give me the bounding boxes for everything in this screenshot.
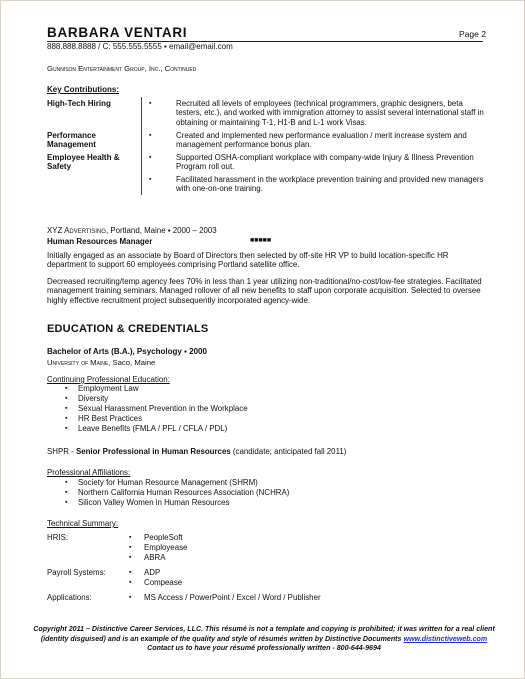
bullet-icon: ▪ xyxy=(129,579,132,586)
contribution-item: Supported OSHA-compliant workplace with company-wide Injury & Illness Prevention Program roll out. xyxy=(176,153,474,172)
bullet-icon: ▪ xyxy=(149,154,152,161)
degree: Bachelor of Arts (B.A.), Psychology ▪ 2000 xyxy=(47,347,207,356)
bullet-icon: ▪ xyxy=(65,499,68,506)
bullet-icon: ▪ xyxy=(129,544,132,551)
affiliation-item: Northern California Human Resources Association (NCHRA) xyxy=(78,488,290,497)
job-achievements: Decreased recruiting/temp agency fees 70% in less than 1 year utilizing non-traditional/no-cost/low-fee strategies. Facilitated management training seminars. Managed rollover of all new benefits to staff upon corporate acquisition. Selected to oversee highly effective recruitment project subsequently incorporated agency-wide. xyxy=(47,277,482,305)
job-company-line xyxy=(47,226,217,235)
bullet-icon: ▪ xyxy=(129,534,132,541)
bullet-icon: ▪ xyxy=(149,176,152,183)
bullet-icon: ▪ xyxy=(149,132,152,139)
education-heading: EDUCATION & CREDENTIALS xyxy=(47,323,209,335)
bullet-icon: ▪ xyxy=(65,415,68,422)
contributions-divider xyxy=(141,97,142,195)
section-separator: ■■■■■ xyxy=(250,237,272,244)
school-name: University of Maine xyxy=(47,358,109,367)
bullet-icon: ▪ xyxy=(65,489,68,496)
affiliations-heading: Professional Affiliations: xyxy=(47,468,131,477)
bullet-icon: ▪ xyxy=(129,594,132,601)
cpe-item: HR Best Practices xyxy=(78,414,143,423)
bullet-icon: ▪ xyxy=(65,405,68,412)
contribution-item: Facilitated harassment in the workplace prevention training and provided new managers with one-on-one training. xyxy=(176,175,484,194)
job-location-dates: , Portland, Maine ▪ 2000 – 2003 xyxy=(105,226,217,235)
certification xyxy=(47,447,346,456)
tech-label-payroll: Payroll Systems: xyxy=(47,568,106,577)
copyright-footer xyxy=(29,625,499,654)
bullet-icon: ▪ xyxy=(65,395,68,402)
bullet-icon: ▪ xyxy=(65,425,68,432)
bullet-icon: ▪ xyxy=(129,569,132,576)
school-location: , Saco, Maine xyxy=(108,358,156,367)
cpe-heading: Continuing Professional Education: xyxy=(47,375,170,384)
bullet-icon: ▪ xyxy=(149,100,152,107)
page-number: Page 2 xyxy=(459,29,486,39)
cpe-item: Sexual Harassment Prevention in the Workplace xyxy=(78,404,248,413)
key-contributions-heading: Key Contributions: xyxy=(47,85,119,94)
tech-item: PeopleSoft xyxy=(144,533,183,542)
cpe-item: Employment Law xyxy=(78,384,139,393)
footer-contact: Contact us to have your résumé professionally written - 800-644-9694 xyxy=(147,644,381,653)
contribution-item: Recruited all levels of employees (technical programmers, graphic designers, beta testers, etc.), and worked with immigration attorney to assist several international staff in obtaining or maintaining T-1, H1-B and L-1 work Visas. xyxy=(176,99,484,127)
tech-item: Employease xyxy=(144,543,188,552)
contribution-item: Created and implemented new performance evaluation / merit increase system and management performance bonus plan. xyxy=(176,131,467,150)
job-title: Human Resources Manager xyxy=(47,237,153,246)
job-summary: Initially engaged as an associate by Board of Directors then selected by off-site HR VP to build location-specific HR department to support 60 employees comprising Portland satellite office. xyxy=(47,251,449,270)
tech-label-hris: HRIS: xyxy=(47,533,69,542)
bullet-icon: ▪ xyxy=(65,385,68,392)
school-line xyxy=(47,358,155,367)
cpe-item: Leave Benefits (FMLA / PFL / CFLA / PDL) xyxy=(78,424,228,433)
company-continued: Gunnison Entertainment Group, Inc., Continued xyxy=(47,64,197,73)
cpe-item: Diversity xyxy=(78,394,109,403)
contribution-label-performance: Performance Management xyxy=(47,131,96,150)
contribution-label-health-safety: Employee Health & Safety xyxy=(47,153,120,172)
contact-line: 888.888.8888 / C: 555.555.5555 ▪ email@email.com xyxy=(47,42,233,51)
bullet-icon: ▪ xyxy=(65,479,68,486)
footer-text: Copyright 2011 – Distinctive Career Services, LLC. This résumé is not a template and copying is prohibited; it was written for a real client (identity disguised) and is an example of the quality and style of résumés written by Distinctive Documents xyxy=(33,625,495,643)
affiliation-item: Society for Human Resource Management (SHRM) xyxy=(78,478,258,487)
tech-item: ABRA xyxy=(144,553,166,562)
tech-label-applications: Applications: xyxy=(47,593,92,602)
cert-prefix: SHPR - xyxy=(47,447,76,456)
bullet-icon: ▪ xyxy=(129,554,132,561)
affiliation-item: Silicon Valley Women in Human Resources xyxy=(78,498,230,507)
cert-name: Senior Professional in Human Resources xyxy=(75,447,231,456)
tech-item: ADP xyxy=(144,568,161,577)
website-link[interactable]: www.distinctiveweb.com xyxy=(403,634,488,643)
contribution-label-hiring: High-Tech Hiring xyxy=(47,99,111,108)
job-company: XYZ Advertising xyxy=(47,226,106,235)
candidate-name: BARBARA VENTARI xyxy=(47,25,188,40)
tech-item: MS Access / PowerPoint / Excel / Word / Publisher xyxy=(144,593,321,602)
tech-summary-heading: Technical Summary: xyxy=(47,519,119,528)
tech-item: Compease xyxy=(144,578,183,587)
cert-suffix: (candidate; anticipated fall 2011) xyxy=(230,447,347,456)
